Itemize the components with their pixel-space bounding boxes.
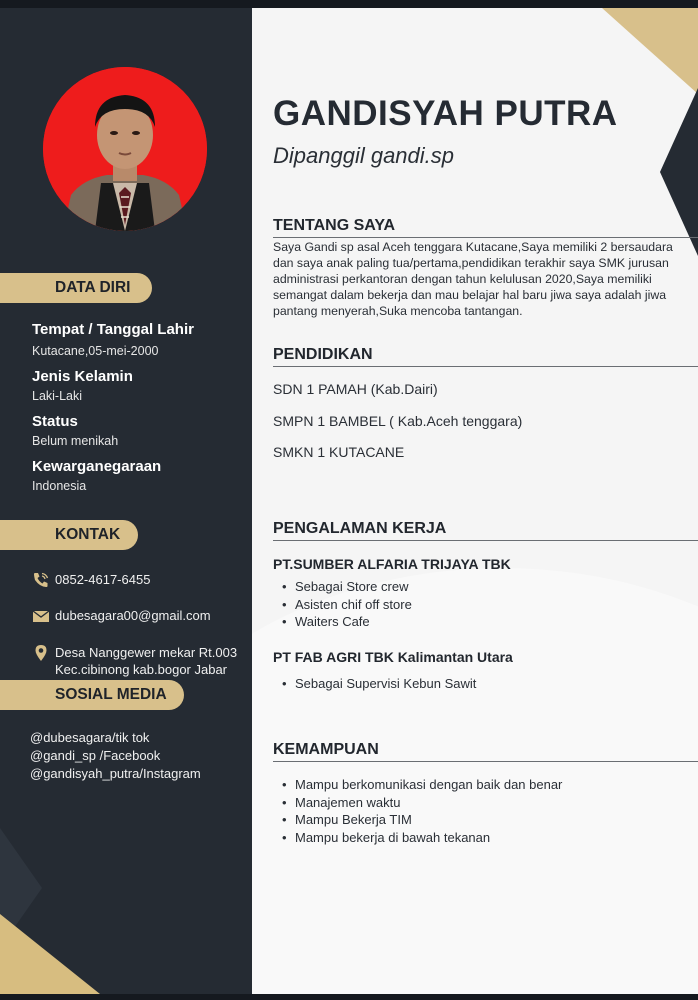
nationality-value: Indonesia — [32, 479, 87, 493]
education-item-3: SMKN 1 KUTACANE — [273, 444, 405, 460]
sidebar-gold-triangle — [0, 914, 100, 994]
email-text: dubesagara00@gmail.com — [55, 608, 211, 623]
sidebar — [0, 8, 252, 994]
company-2-duties — [295, 675, 476, 693]
birth-label: Tempat / Tanggal Lahir — [32, 321, 194, 338]
duty-item: • Sebagai Supervisi Kebun Sawit — [295, 675, 476, 693]
skills-heading: KEMAMPUAN — [273, 740, 698, 762]
duty-item: • Waiters Cafe — [295, 613, 412, 631]
company-2: PT FAB AGRI TBK Kalimantan Utara — [273, 649, 513, 665]
address-row — [32, 644, 247, 680]
gender-label: Jenis Kelamin — [32, 368, 133, 385]
education-item-1: SDN 1 PAMAH (Kab.Dairi) — [273, 381, 438, 397]
duty-item: • Asisten chif off store — [295, 596, 412, 614]
phone-row[interactable] — [32, 571, 232, 589]
person-portrait-icon — [43, 67, 207, 231]
location-pin-icon — [32, 644, 50, 662]
top-border — [0, 0, 698, 8]
main-content — [252, 8, 698, 994]
person-nickname: Dipanggil gandi.sp — [273, 143, 455, 168]
mail-icon — [32, 607, 50, 625]
bottom-border — [0, 994, 698, 1000]
skill-item: • Mampu berkomunikasi dengan baik dan benar — [295, 776, 562, 794]
address-line-2: Kec.cibinong kab.bogor Jabar — [55, 662, 228, 677]
social-facebook[interactable]: @gandi_sp /Facebook — [30, 748, 161, 763]
skill-item: • Mampu Bekerja TIM — [295, 811, 562, 829]
social-list — [30, 729, 201, 783]
social-tiktok[interactable]: @dubesagara/tik tok — [30, 730, 150, 745]
phone-text: 0852-4617-6455 — [55, 572, 151, 587]
email-row[interactable] — [32, 607, 242, 625]
data-diri-heading: DATA DIRI — [0, 273, 152, 303]
profile-photo — [43, 67, 207, 231]
about-heading: TENTANG SAYA — [273, 216, 698, 238]
gender-value: Laki-Laki — [32, 389, 83, 403]
duty-item: • Sebagai Store crew — [295, 578, 412, 596]
person-name: GANDISYAH PUTRA — [273, 94, 618, 133]
company-1: PT.SUMBER ALFARIA TRIJAYA TBK — [273, 556, 511, 572]
education-heading: PENDIDIKAN — [273, 345, 698, 367]
birth-value: Kutacane,05-mei-2000 — [32, 344, 159, 358]
address-line-1: Desa Nanggewer mekar Rt.003 — [55, 645, 238, 660]
experience-heading: PENGALAMAN KERJA — [273, 519, 698, 541]
kontak-heading: KONTAK — [0, 520, 138, 550]
company-1-duties — [295, 578, 412, 631]
skills-list — [295, 776, 562, 846]
corner-gold-triangle — [602, 8, 698, 94]
phone-icon — [32, 571, 50, 589]
nationality-label: Kewarganegaraan — [32, 458, 162, 475]
skill-item: • Manajemen waktu — [295, 794, 562, 812]
about-text: Saya Gandi sp asal Aceh tenggara Kutacane,Saya memiliki 2 bersaudara dan saya anak paling tua/pertama,pendidikan terakhir saya SMK jurusan administrasi perkantoran dengan tahun kelulusan 2020,Saya memiliki semangat dalam bekerja dan mau belajar hal baru jiwa saya adalah jiwa pantang menyerah,Suka mencoba tantangan. — [273, 240, 673, 318]
social-instagram[interactable]: @gandisyah_putra/Instagram — [30, 766, 201, 781]
status-value: Belum menikah — [32, 434, 119, 448]
sosial-media-heading: SOSIAL MEDIA — [0, 680, 184, 710]
status-label: Status — [32, 413, 78, 430]
education-item-2: SMPN 1 BAMBEL ( Kab.Aceh tenggara) — [273, 413, 523, 429]
skill-item: • Mampu bekerja di bawah tekanan — [295, 829, 562, 847]
